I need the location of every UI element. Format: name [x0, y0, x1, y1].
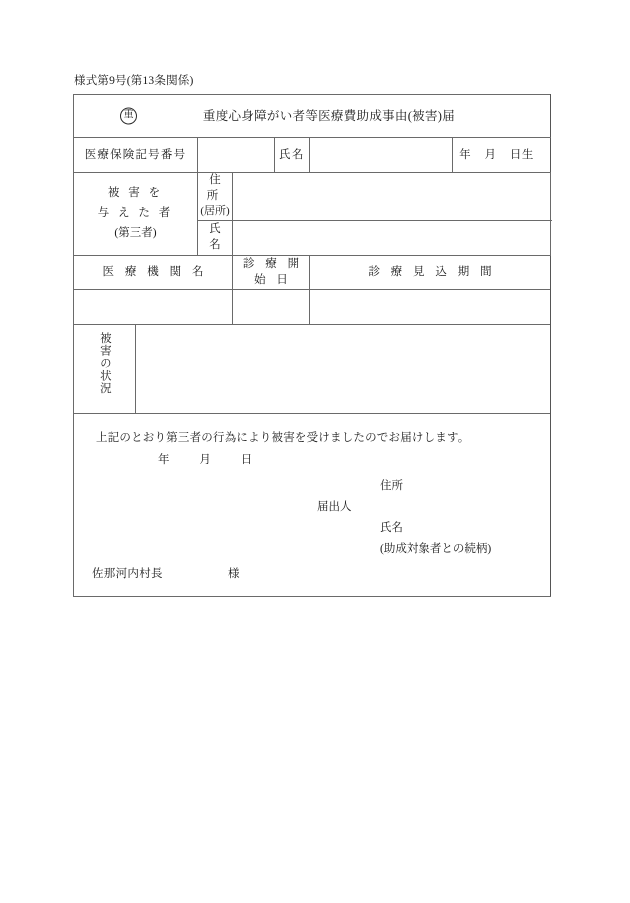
- notification-form-table: [73, 94, 551, 597]
- third-party-label-line1: 被 害 を: [107, 187, 164, 200]
- statement-year-label: 年: [158, 453, 170, 466]
- damage-situation-input[interactable]: [136, 324, 551, 413]
- birth-day-label: 日生: [509, 148, 534, 161]
- treatment-start-header-cell: [233, 255, 310, 289]
- filer-label: 届出人: [317, 500, 352, 513]
- third-party-name-input[interactable]: [233, 220, 551, 255]
- document-title: 重度心身障がい者等医療費助成事由(被害)届: [202, 108, 456, 123]
- patient-name-label: 氏名: [279, 148, 305, 161]
- treatment-start-header: 診 療 開 始 日: [242, 257, 304, 287]
- treatment-period-header: 診 療 見 込 期 間: [368, 265, 496, 278]
- title-cell: [74, 95, 551, 138]
- medical-institution-header-cell: [74, 255, 233, 289]
- third-party-label-line3: (第三者): [114, 226, 157, 239]
- filer-address-label: 住所: [380, 479, 403, 492]
- insurance-number-label-cell: [74, 138, 198, 173]
- medical-institution-header: 医 療 機 関 名: [102, 265, 208, 278]
- medical-institution-input[interactable]: [74, 289, 233, 324]
- treatment-start-input[interactable]: [233, 289, 310, 324]
- maru-ju-stamp-icon: 重: [120, 108, 137, 125]
- addressee-line: [92, 566, 240, 583]
- addressee-name: 佐那河内村長: [92, 567, 163, 580]
- third-party-address-label-cell: [198, 173, 243, 221]
- third-party-address-input[interactable]: [233, 173, 551, 221]
- filer-relation-label: (助成対象者との続柄): [380, 542, 492, 555]
- third-party-label-cell: [74, 173, 198, 256]
- medical-header-row: [74, 255, 551, 289]
- address-label-main: 住 所: [206, 174, 243, 202]
- birth-year-label: 年: [459, 148, 472, 161]
- birthdate-line: [453, 147, 550, 164]
- damage-situation-label-cell: [74, 324, 136, 413]
- title-row: [74, 95, 551, 138]
- damage-situation-label: 被害の状況: [98, 331, 111, 395]
- statement-cell: [74, 413, 551, 596]
- statement-day-label: 日: [240, 453, 253, 466]
- patient-name-input[interactable]: [310, 138, 453, 173]
- treatment-period-input[interactable]: [310, 289, 551, 324]
- patient-name-label-cell: [275, 138, 310, 173]
- third-party-address-label: [198, 173, 243, 220]
- third-party-name-label-cell: [198, 220, 233, 255]
- treatment-period-header-cell: [310, 255, 551, 289]
- damage-situation-row: [74, 324, 551, 413]
- insurance-number-input[interactable]: [198, 138, 275, 173]
- third-party-label-line2: 与 え た 者: [97, 207, 174, 219]
- third-party-name-label: 氏 名: [209, 223, 233, 251]
- form-number: 様式第9号(第13条関係): [74, 75, 194, 87]
- statement-date-line[interactable]: [158, 452, 253, 469]
- insurance-number-label: 医療保険記号番号: [84, 148, 187, 161]
- filer-name-label: 氏名: [380, 521, 403, 534]
- address-label-sub: (居所): [200, 205, 230, 218]
- birthdate-cell[interactable]: [453, 138, 551, 173]
- insurance-row: [74, 138, 551, 173]
- statement-month-label: 月: [199, 453, 212, 466]
- statement-row: [74, 413, 551, 596]
- medical-values-row: [74, 289, 551, 324]
- addressee-honorific: 様: [228, 567, 240, 580]
- birth-month-label: 月: [484, 148, 497, 161]
- statement-text: 上記のとおり第三者の行為により被害を受けましたのでお届けします。: [96, 431, 470, 444]
- third-party-address-row: [74, 173, 551, 221]
- third-party-label: [74, 181, 197, 246]
